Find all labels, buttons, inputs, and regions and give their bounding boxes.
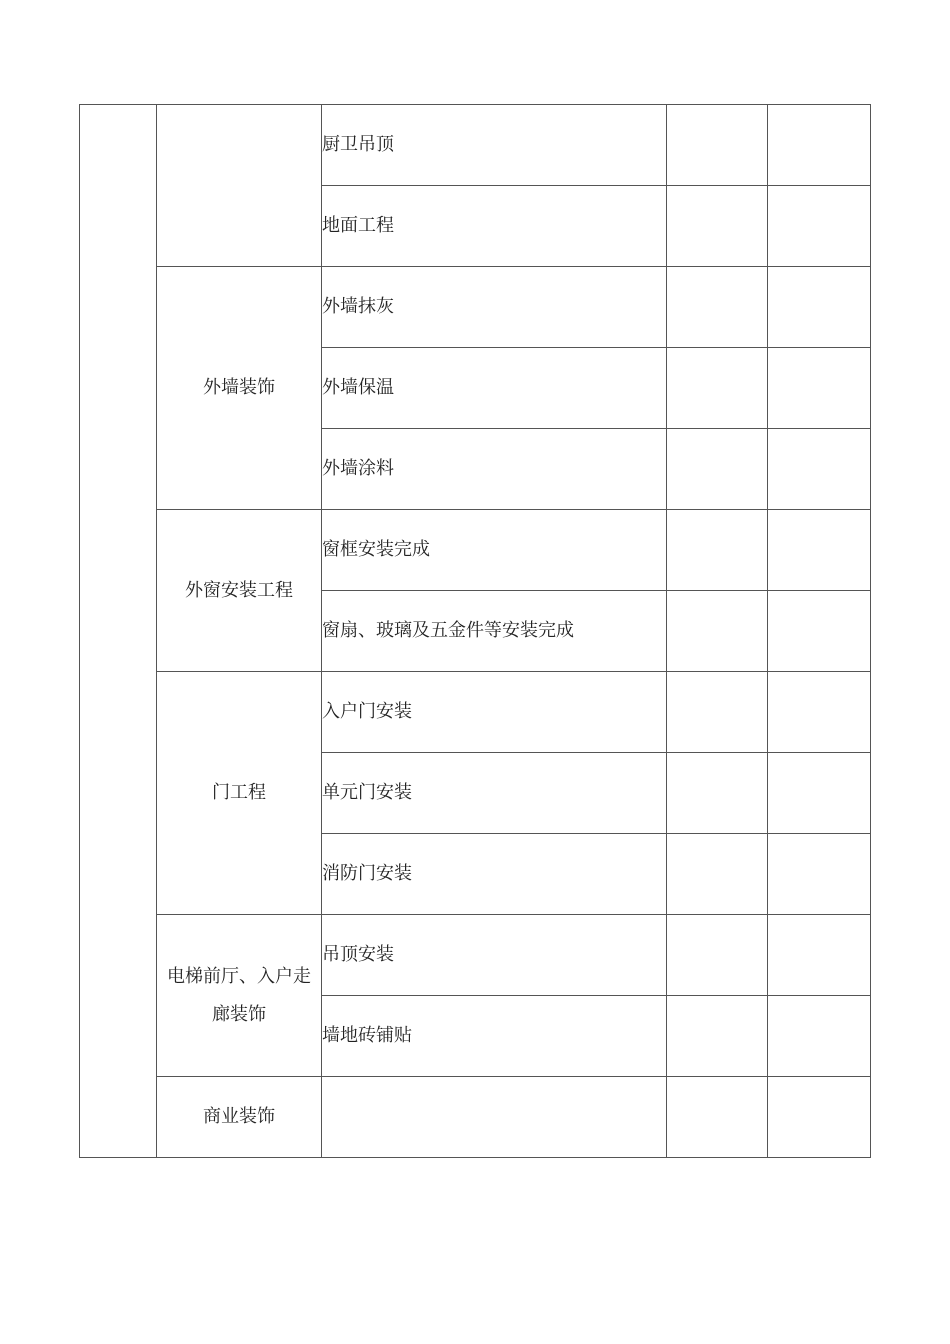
value-cell[interactable] — [667, 591, 768, 672]
value-cell[interactable] — [768, 105, 871, 186]
value-cell[interactable] — [667, 186, 768, 267]
value-cell[interactable] — [667, 753, 768, 834]
value-cell[interactable] — [667, 834, 768, 915]
value-cell[interactable] — [667, 267, 768, 348]
inspection-table — [79, 104, 871, 1158]
value-cell[interactable] — [768, 186, 871, 267]
item-cell: 窗扇、玻璃及五金件等安装完成 — [322, 591, 667, 672]
item-cell: 地面工程 — [322, 186, 667, 267]
value-cell[interactable] — [768, 429, 871, 510]
value-cell[interactable] — [768, 348, 871, 429]
category-cell-empty — [157, 105, 322, 267]
value-cell[interactable] — [667, 510, 768, 591]
item-cell: 消防门安装 — [322, 834, 667, 915]
category-line: 电梯前厅、入户走 — [167, 965, 311, 987]
category-cell: 外窗安装工程 — [157, 510, 322, 672]
value-cell[interactable] — [768, 591, 871, 672]
value-cell[interactable] — [768, 753, 871, 834]
value-cell[interactable] — [768, 510, 871, 591]
value-cell[interactable] — [768, 1077, 871, 1158]
value-cell[interactable] — [667, 105, 768, 186]
category-cell: 商业装饰 — [157, 1077, 322, 1158]
group-column-cell — [80, 105, 157, 1158]
value-cell[interactable] — [667, 996, 768, 1077]
item-cell: 外墙保温 — [322, 348, 667, 429]
item-cell: 单元门安装 — [322, 753, 667, 834]
item-cell: 吊顶安装 — [322, 915, 667, 996]
value-cell[interactable] — [667, 348, 768, 429]
item-cell: 入户门安装 — [322, 672, 667, 753]
value-cell[interactable] — [768, 672, 871, 753]
value-cell[interactable] — [768, 915, 871, 996]
item-cell: 厨卫吊顶 — [322, 105, 667, 186]
value-cell[interactable] — [667, 915, 768, 996]
item-cell: 墙地砖铺贴 — [322, 996, 667, 1077]
item-cell-empty — [322, 1077, 667, 1158]
item-cell: 窗框安装完成 — [322, 510, 667, 591]
category-cell: 门工程 — [157, 672, 322, 915]
item-cell: 外墙抹灰 — [322, 267, 667, 348]
value-cell[interactable] — [768, 834, 871, 915]
category-line: 廊装饰 — [212, 1003, 266, 1025]
value-cell[interactable] — [768, 267, 871, 348]
category-cell: 外墙装饰 — [157, 267, 322, 510]
value-cell[interactable] — [667, 1077, 768, 1158]
value-cell[interactable] — [667, 429, 768, 510]
item-cell: 外墙涂料 — [322, 429, 667, 510]
value-cell[interactable] — [768, 996, 871, 1077]
value-cell[interactable] — [667, 672, 768, 753]
category-cell — [157, 915, 322, 1077]
